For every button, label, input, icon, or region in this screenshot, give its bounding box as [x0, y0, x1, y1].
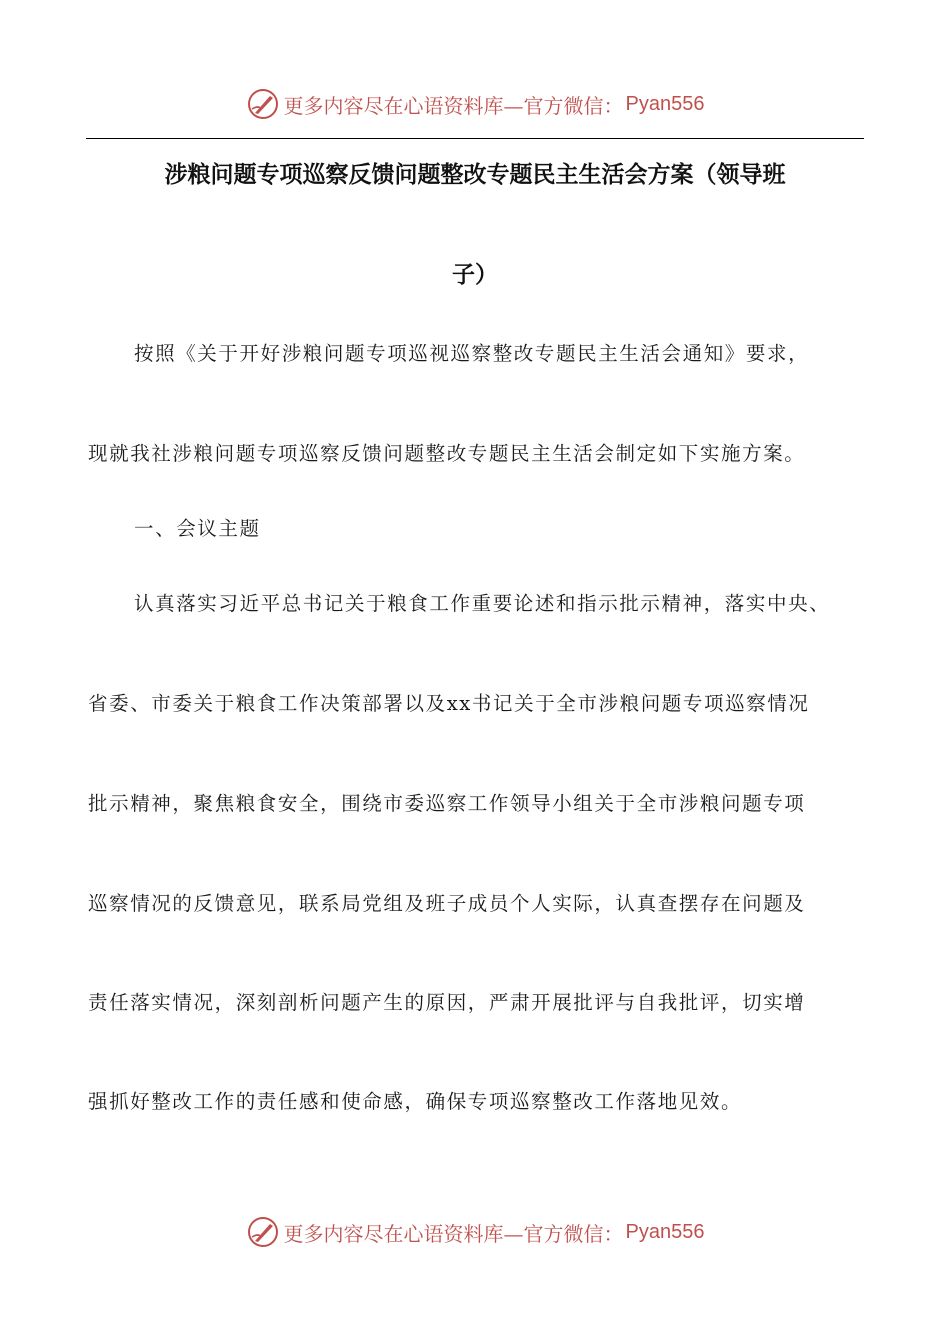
intro-line-2: 现就我社涉粮问题专项巡察反馈问题整改专题民主生活会制定如下实施方案。 [88, 442, 806, 465]
header-divider [86, 138, 864, 139]
body-line: 省委、市委关于粮食工作决策部署以及xx书记关于全市涉粮问题专项巡察情况 [88, 692, 810, 715]
body-line: 巡察情况的反馈意见，联系局党组及班子成员个人实际，认真查摆存在问题及 [88, 892, 806, 915]
footer-watermark [0, 1212, 950, 1252]
header-watermark [0, 84, 950, 124]
quill-logo-icon [246, 87, 280, 121]
body-line: 责任落实情况，深刻剖析问题产生的原因，严肃开展批评与自我批评，切实增 [88, 991, 806, 1014]
watermark-wechat-id: Pyan556 [625, 1220, 705, 1243]
intro-line-1: 按照《关于开好涉粮问题专项巡视巡察整改专题民主生活会通知》要求， [134, 342, 810, 365]
document-title-line-1: 涉粮问题专项巡察反馈问题整改专题民主生活会方案（领导班 [164, 162, 786, 188]
body-line: 强抓好整改工作的责任感和使命感，确保专项巡察整改工作落地见效。 [88, 1090, 743, 1113]
body-line: 批示精神，聚焦粮食安全，围绕市委巡察工作领导小组关于全市涉粮问题专项 [88, 792, 806, 815]
document-title-line-2: 子） [452, 262, 498, 288]
watermark-text: 更多内容尽在心语资料库—官方微信： [283, 93, 624, 118]
watermark-text: 更多内容尽在心语资料库—官方微信： [283, 1221, 624, 1246]
watermark-wechat-id: Pyan556 [625, 92, 705, 115]
quill-logo-icon [246, 1215, 280, 1249]
section-heading-1: 一、会议主题 [134, 517, 261, 540]
body-line: 认真落实习近平总书记关于粮食工作重要论述和指示批示精神，落实中央、 [134, 592, 831, 615]
